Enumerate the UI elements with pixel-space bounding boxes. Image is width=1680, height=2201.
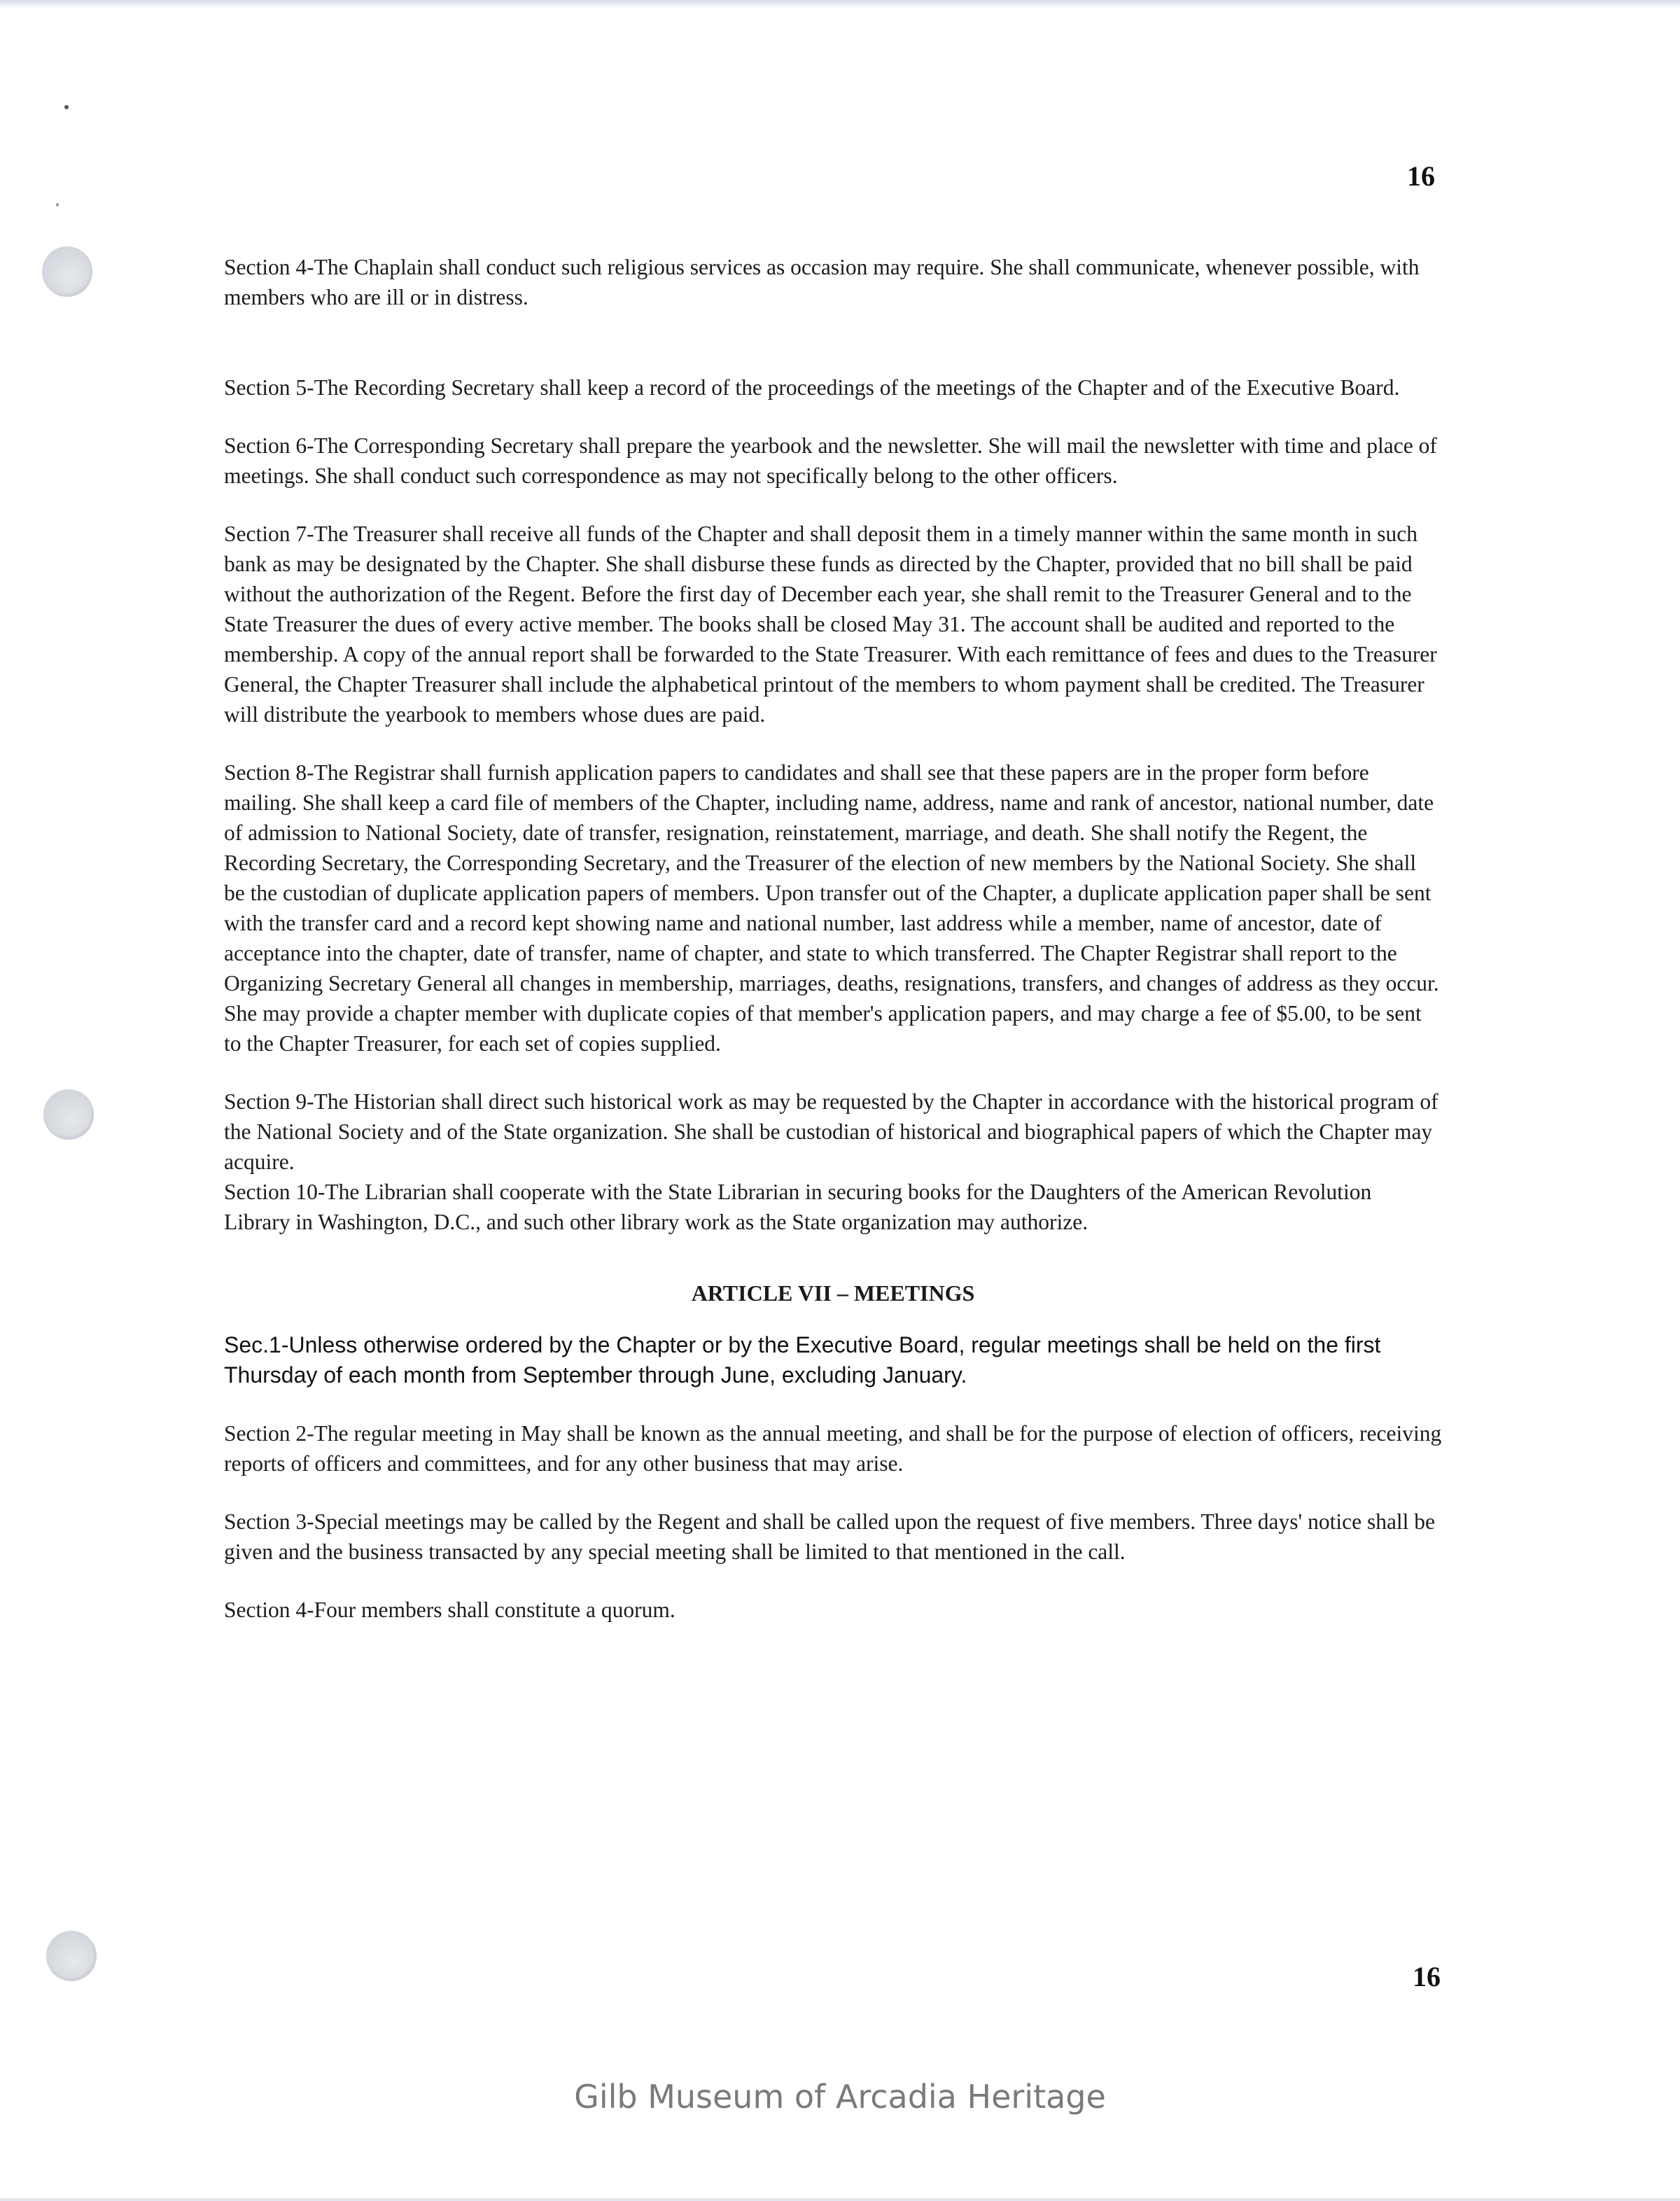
section-4-chaplain: Section 4-The Chaplain shall conduct such religious services as occasion may require. She shall communicate, whenever possible, with members who are ill or in distress. (224, 255, 1420, 309)
scan-speck (64, 105, 69, 109)
meetings-section-4: Section 4-Four members shall constitute a quorum. (224, 1598, 676, 1622)
section-7-treasurer: Section 7-The Treasurer shall receive all funds of the Chapter and shall deposit them in a timely manner within the same month in such bank as may be designated by the Chapter. She shall disburse these funds as directed by the Chapter, provided that no bill shall be paid without the authorization of the Regent. Before the first day of December each year, she shall remit to the Treasurer General and to the State Treasurer the dues of every active member. The books shall be closed May 31. The account shall be audited and reported to the membership. A copy of the annual report shall be forwarded to the State Treasurer. With each remittance of fees and dues to the Treasurer General, the Chapter Treasurer shall include the alphabetical printout of the members to whom payment shall be credited. The Treasurer will distribute the yearbook to members whose dues are paid. (224, 522, 1437, 727)
page-number-top: 16 (1407, 160, 1435, 192)
footer-watermark: Gilb Museum of Arcadia Heritage (574, 2078, 1106, 2116)
scan-speck (56, 203, 59, 207)
scan-bottom-edge (0, 2198, 1680, 2201)
article-heading: ARTICLE VII – MEETINGS (691, 1280, 975, 1306)
section-5-recording-secretary: Section 5-The Recording Secretary shall keep a record of the proceedings of the meetings of the Chapter and of the Executive Board. (224, 375, 1400, 400)
binder-hole-bottom (46, 1931, 97, 1981)
section-6-corresponding-secretary: Section 6-The Corresponding Secretary shall prepare the yearbook and the newsletter. She will mail the newsletter with time and place of meetings. She shall conduct such correspondence as may not specifically belong to the other officers. (224, 433, 1437, 488)
scan-top-edge (0, 0, 1680, 8)
meetings-section-1: Sec.1-Unless otherwise ordered by the Chapter or by the Executive Board, regular meetings shall be held on the first Thursday of each month from September through June, excluding January. (224, 1332, 1381, 1388)
section-10-librarian: Section 10-The Librarian shall cooperate with the State Librarian in securing books for the Daughters of the American Revolution Library in Washington, D.C., and such other library work as the State organization may authorize. (224, 1180, 1372, 1234)
page-number-bottom: 16 (1413, 1961, 1441, 1992)
document-body (224, 252, 1442, 1625)
binder-hole-middle (43, 1089, 94, 1140)
section-8-registrar: Section 8-The Registrar shall furnish application papers to candidates and shall see that these papers are in the proper form before mailing. She shall keep a card file of members of the Chapter, including name, address, name and rank of ancestor, national number, date of admission to National Society, date of transfer, resignation, reinstatement, marriage, and death. She shall notify the Regent, the Recording Secretary, the Corresponding Secretary, and the Treasurer of the election of new members by the National Society. She shall be the custodian of duplicate application papers of members. Upon transfer out of the Chapter, a duplicate application paper shall be sent with the transfer card and a record kept showing name and national number, last address while a member, name of ancestor, date of acceptance into the chapter, date of transfer, name of chapter, and state to which transferred. The Chapter Registrar shall report to the Organizing Secretary General all changes in membership, marriages, deaths, resignations, transfers, and changes of address as they occur. She may provide a chapter member with duplicate copies of that member's application papers, and may charge a fee of $5.00, to be sent to the Chapter Treasurer, for each set of copies supplied. (224, 760, 1439, 1056)
meetings-section-3: Section 3-Special meetings may be called by the Regent and shall be called upon the request of five members. Three days' notice shall be given and the business transacted by any special meeting shall be limited to that mentioned in the call. (224, 1509, 1436, 1564)
binder-hole-top (42, 246, 92, 297)
meetings-section-2: Section 2-The regular meeting in May shall be known as the annual meeting, and shall be for the purpose of election of officers, receiving reports of officers and committees, and for any other business that may arise. (224, 1421, 1442, 1476)
section-9-historian: Section 9-The Historian shall direct such historical work as may be requested by the Chapter in accordance with the historical program of the National Society and of the State organization. She shall be custodian of historical and biographical papers of which the Chapter may acquire. (224, 1089, 1438, 1174)
